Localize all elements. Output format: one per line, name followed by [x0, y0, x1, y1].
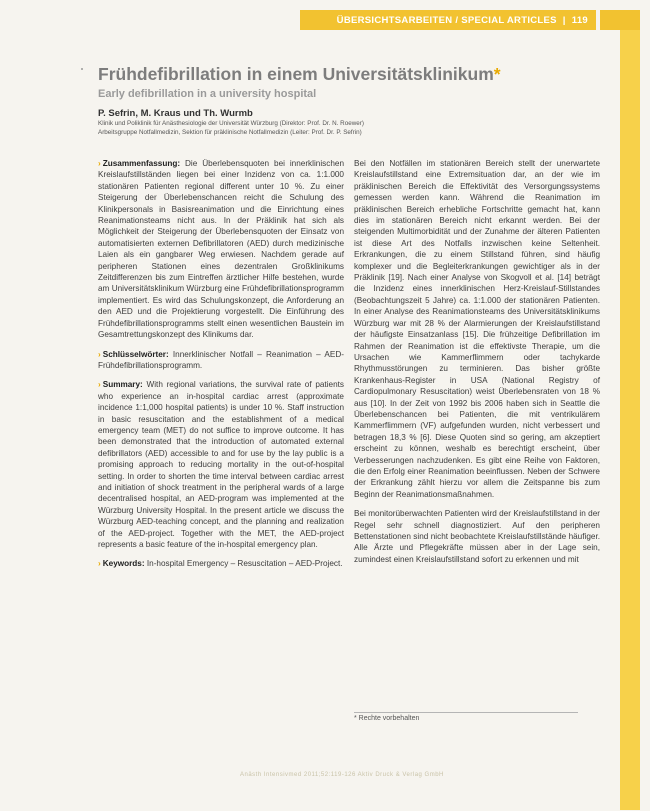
summary-label: Summary: — [102, 380, 143, 390]
zusammenfassung-label: Zusammenfassung: — [102, 159, 181, 168]
summary-text: With regional variations, the survival rate of patients who experience an in-hospital cardiac arrest (approximate incidence 1:1,000 hospital patients) is under 10 %. Staff instruction in basic resuscitation and the establishment of a medical emergency team (MET) do not suffice to improve outcome. It has been demonstrated that the introduction of automated external defibrillators (AED) accessible to and for use by the lay public is a promising approach to reducing mortality in the out-of-hospital setting. In order to shorten the time interval between cardiac arrest and initiation of shock treatment in the peripheral wards of a large decentralised hospital, an AED-program was implemented at the Würzburg University Hospital. In the present article we discuss the Würzburg AED-teaching concept, and the planning and realization of the AED-project. Together with the MET, the AED-project represents a basic feature of the in-hospital emergency plan. — [98, 380, 345, 549]
affiliation-2: Arbeitsgruppe Notfallmedizin, Sektion für präklinische Notfallmedizin (Leiter: Prof. Dr. P. Sefrin) — [98, 128, 362, 136]
left-column — [98, 158, 344, 578]
page-number: 119 — [571, 14, 588, 26]
article-subtitle: Early defibrillation in a university hospital — [98, 88, 317, 100]
side-color-strip — [620, 10, 640, 810]
schluesselwoerter-text: Innerklinischer Notfall – Reanimation – AED-Frühdefibrillationsprogramm. — [98, 349, 344, 370]
affiliation-1: Klinik und Poliklinik für Anästhesiologie der Universität Würzburg (Direktor: Prof. Dr. N. Roewer) — [98, 120, 364, 127]
journal-footer: Anästh Intensivmed 2011;52:119-126 Aktiv Druck & Verlag GmbH — [240, 772, 444, 778]
keywords-text: In-hospital Emergency – Resuscitation – AED-Project. — [146, 559, 343, 569]
zusammenfassung-paragraph — [98, 158, 344, 341]
keywords-paragraph — [98, 558, 344, 569]
header-corner — [600, 10, 640, 30]
bullet-icon: › — [98, 380, 101, 390]
body-paragraph-2: Bei monitorüberwachten Patienten wird der Kreislaufstillstand in der Regel sehr schnell diagnostiziert. Auf den peripheren Bettenstationen sind nicht beobachtete Kreislaufstillstände häufiger. Alle Ärzte und Pflegekräfte müssen aber in der Lage sein, zumindest einen Kreislaufstillstand sofort zu erkennen und mit — [354, 509, 600, 564]
header-separator: | — [562, 14, 566, 26]
article-title — [98, 64, 501, 85]
title-text: Frühdefibrillation in einem Universitätsklinikum — [98, 64, 494, 84]
bullet-icon: › — [98, 559, 101, 569]
running-header — [300, 10, 596, 30]
right-column — [354, 158, 600, 573]
section-label: ÜBERSICHTSARBEITEN / SPECIAL ARTICLES — [336, 14, 557, 26]
bullet-icon: › — [98, 349, 101, 359]
footnote-divider — [354, 712, 578, 713]
zusammenfassung-text: Die Überlebensquoten bei innerklinischen Kreislaufstillständen liegen bei einer Inzidenz von ca. 1:1.000 stationären Patienten regional different unter 10 %. Zu einer Steigerung der Überlebenschancen reicht die Schulung des Klinikpersonals in Basisreanimation und die Einrichtung eines Reanimationsteams nicht aus. In der Präklinik hat sich als Möglichkeit der Steigerung der Überlebensquoten der Einsatz von automatisierten externen Defibrillatoren (AED) durch medizinische Laien als ein gangbarer Weg erwiesen. Nachdem gerade auf peripheren Stationen eines dezentralen Großklinikums Zeitdifferenzen bis zum Eintreffen ärztlicher Hilfe bestehen, wurde am Universitätsklinikum Würzburg eine Frühdefibrillationsprogramm implementiert. Es wird das Schulungskonzept, die Anforderung an den AED und die Projektierung vorgestellt. Die Einführung des Frühdefibrillationsprogramms stellt einen wesentlichen Baustein im Gesamtrettungskonzept des Klinikums dar. — [98, 159, 345, 340]
body-paragraph-1: Bei den Notfällen im stationären Bereich stellt der unerwartete Kreislaufstillstand eine Extremsituation dar, an der wie im präklinischen Bereich die Effektivität des Versorgungssystems gemessen werden kann. Während die Reanimation im präklinischen Bereich erhebliche Fortschritte gemacht hat, kann dies im stationären Bereich nicht erkannt werden. Bei der steigenden Multimorbidität und der Zunahme der älteren Patienten ist diese Art des Notfalls inzwischen keine Seltenheit. Erkrankungen, die zu einem Stillstand führen, sind häufig komplexer und die Begleiterkrankungen gewichtiger als in der Präklinik [19]. Nach einer Analyse von Skogvoll et al. [14] beträgt die Inzidenz eines innerklinischen Herz-Kreislauf-Stillstandes (Beobachtungszeit 5 Jahre) ca. 1:1.000 der stationären Patienten. In einer Analyse des Reanimationsteams des Universitätsklinikums Würzburg war mit 28 % der Alarmierungen der Kreislaufstillstand der häufigste Einsatzanlass [15]. Die frühzeitige Defibrillation im Rahmen der Reanimation ist die effektivste Therapie, um die Ursachen wie Kammerflimmern oder tachykarde Rhythmusstörungen zu terminieren. Das bisher größte Krankenhaus-Register in USA (National Registry of Cardiopulmonary Resuscitation) weist Überlebensraten von 18 % aus [10]. In der Zeit von 1992 bis 2006 haben sich in Seattle die Überlebenschancen bei Patienten, die mit ventrikulärem Kammerflimmern (VF) aufgefunden wurden, nicht verbessert und betragen 18,3 % [6]. Diese Quoten sind so gering, am akzeptiert erscheint zu können, weshalb es berechtigt erscheint, über Verbesserungen nachzudenken. Es gibt eine Reihe von Faktoren, die den Erfolg einer Reanimation beeinflussen. Neben der Schwere der Erkrankung zählt hierzu vor allem die Zeitspanne bis zum Beginn der Reanimationsmaßnahmen. — [354, 159, 600, 499]
bullet-icon: › — [98, 159, 101, 168]
schluesselwoerter-paragraph — [98, 349, 344, 372]
article-authors: P. Sefrin, M. Kraus und Th. Wurmb — [98, 108, 253, 119]
margin-mark — [81, 68, 83, 70]
summary-paragraph — [98, 379, 344, 550]
affiliations — [98, 120, 364, 138]
title-footnote-mark: * — [493, 64, 501, 84]
footnote: * Rechte vorbehalten — [354, 715, 420, 722]
schluesselwoerter-label: Schlüsselwörter: — [102, 349, 169, 359]
keywords-label: Keywords: — [102, 559, 145, 569]
